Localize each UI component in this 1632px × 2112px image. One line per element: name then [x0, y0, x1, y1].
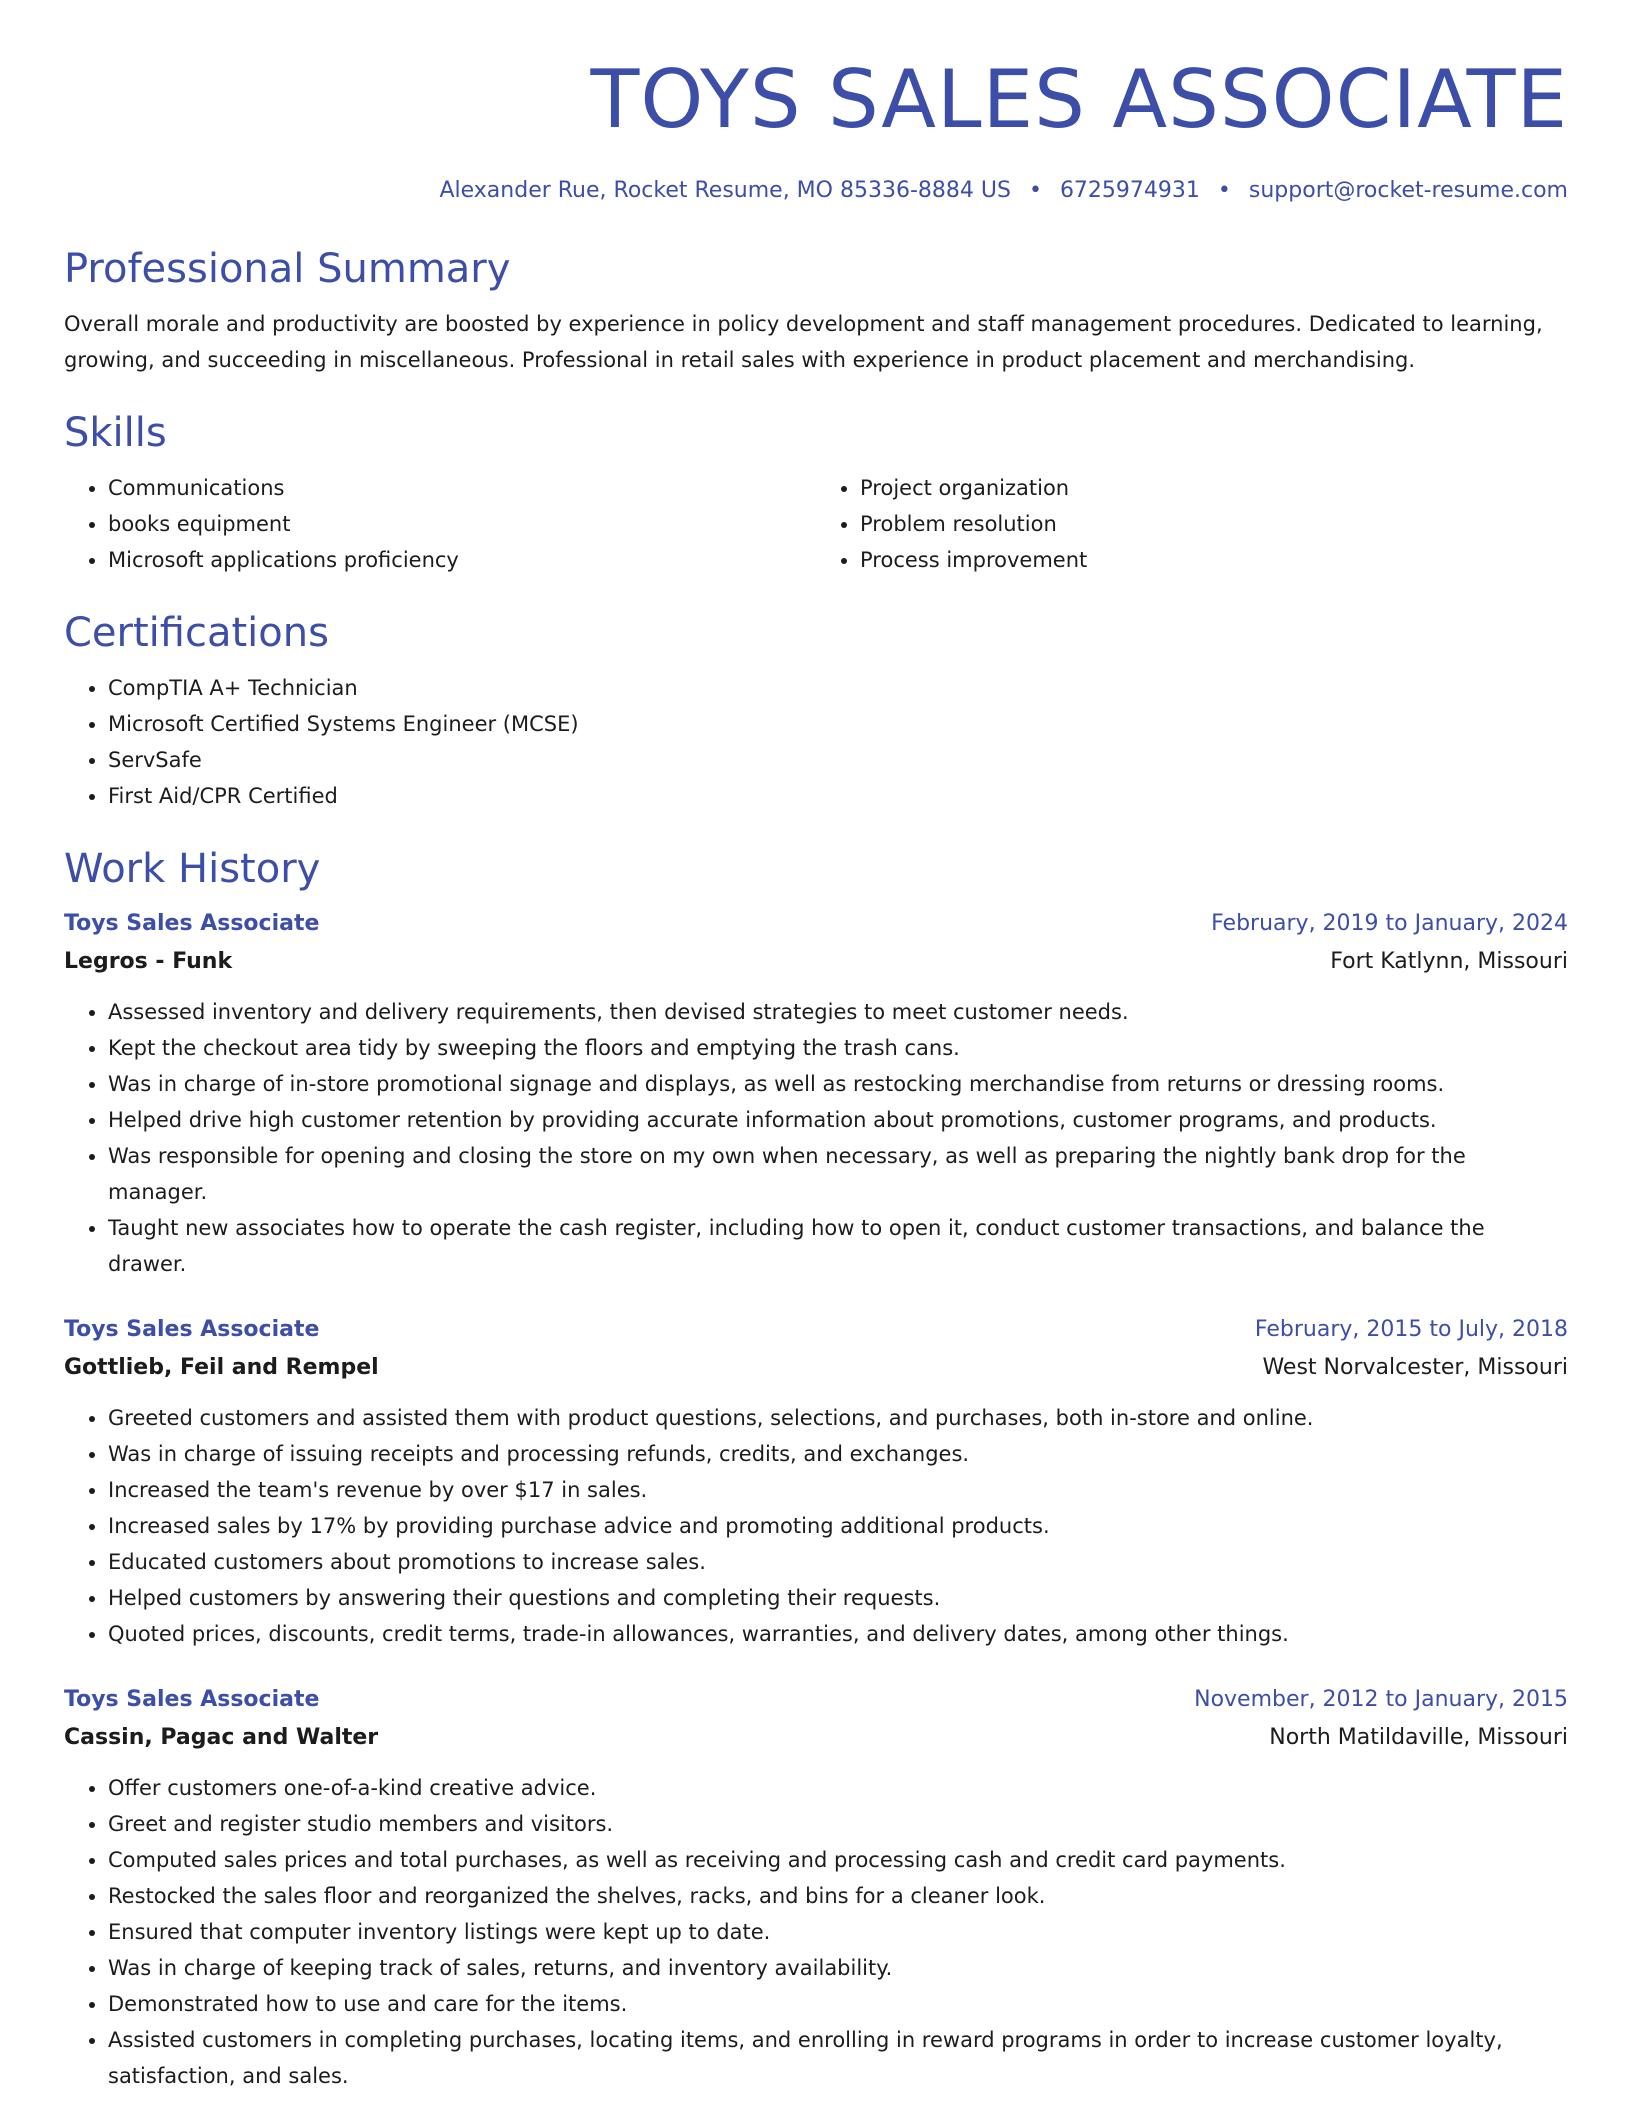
job-bullet: • Quoted prices, discounts, credit terms, trade-in allowances, warranties, and delivery dates, among other things.	[108, 1616, 1568, 1652]
job-subheader	[64, 1348, 1568, 1388]
skills-section	[64, 408, 1568, 578]
job-bullets	[64, 1770, 1568, 2094]
skill-item: • Process improvement	[860, 542, 1568, 578]
job-entry	[64, 1312, 1568, 1652]
contact-email[interactable]: support@rocket-resume.com	[1248, 178, 1568, 203]
job-title: Toys Sales Associate	[64, 1687, 320, 1712]
skill-item: • books equipment	[108, 506, 816, 542]
job-bullet: • Helped drive high customer retention by providing accurate information about promotions, customer programs, and products.	[108, 1102, 1568, 1138]
resume-title: TOYS SALES ASSOCIATE	[590, 53, 1568, 146]
skill-item: • Project organization	[860, 470, 1568, 506]
job-subheader	[64, 1718, 1568, 1758]
job-bullet: • Ensured that computer inventory listings were kept up to date.	[108, 1914, 1568, 1950]
skills-list-left	[64, 470, 816, 578]
skills-list-right	[816, 470, 1568, 578]
work-history-heading: Work History	[64, 846, 321, 892]
summary-heading: Professional Summary	[64, 246, 511, 292]
job-dates: February, 2015 to July, 2018	[1254, 1317, 1568, 1342]
certification-item: • First Aid/CPR Certified	[108, 778, 1568, 814]
summary-section	[64, 244, 1568, 378]
job-bullet: • Kept the checkout area tidy by sweeping the floors and emptying the trash cans.	[108, 1030, 1568, 1066]
job-title: Toys Sales Associate	[64, 1317, 320, 1342]
job-header	[64, 1312, 1568, 1348]
job-bullet: • Educated customers about promotions to increase sales.	[108, 1544, 1568, 1580]
job-company: Legros - Funk	[64, 949, 233, 974]
job-dates: February, 2019 to January, 2024	[1211, 911, 1568, 936]
skill-item: • Microsoft applications proficiency	[108, 542, 816, 578]
job-location: Fort Katlynn, Missouri	[1330, 949, 1568, 974]
job-title: Toys Sales Associate	[64, 911, 320, 936]
job-dates: November, 2012 to January, 2015	[1194, 1687, 1568, 1712]
contact-separator: •	[1028, 178, 1042, 203]
job-bullet: • Restocked the sales floor and reorganized the shelves, racks, and bins for a cleaner look.	[108, 1878, 1568, 1914]
job-bullet: • Greeted customers and assisted them with product questions, selections, and purchases, both in-store and online.	[108, 1400, 1568, 1436]
job-entry	[64, 906, 1568, 1282]
job-bullets	[64, 1400, 1568, 1652]
resume-page	[64, 52, 1568, 2094]
certification-item: • ServSafe	[108, 742, 1568, 778]
job-bullet: • Assisted customers in completing purchases, locating items, and enrolling in reward programs in order to increase customer loyalty, satisfaction, and sales.	[108, 2022, 1568, 2094]
job-bullet: • Taught new associates how to operate the cash register, including how to open it, conduct customer transactions, and balance the drawer.	[108, 1210, 1568, 1282]
contact-address: Alexander Rue, Rocket Resume, MO 85336-8884 US	[439, 178, 1011, 203]
job-subheader	[64, 942, 1568, 982]
certifications-list	[64, 670, 1568, 814]
job-company: Cassin, Pagac and Walter	[64, 1725, 379, 1750]
job-header	[64, 1682, 1568, 1718]
job-header	[64, 906, 1568, 942]
job-bullet: • Was in charge of in-store promotional signage and displays, as well as restocking merchandise from returns or dressing rooms.	[108, 1066, 1568, 1102]
skills-heading: Skills	[64, 410, 167, 456]
skill-item: • Problem resolution	[860, 506, 1568, 542]
job-bullet: • Computed sales prices and total purchases, as well as receiving and processing cash and credit card payments.	[108, 1842, 1568, 1878]
summary-text: Overall morale and productivity are boosted by experience in policy development and staff management procedures. Dedicated to learning, growing, and succeeding in miscellaneous. Professional in retail sales with experience in product placement and merchandising.	[64, 312, 1543, 372]
contact-phone: 6725974931	[1059, 178, 1200, 203]
job-bullet: • Helped customers by answering their questions and completing their requests.	[108, 1580, 1568, 1616]
job-bullet: • Assessed inventory and delivery requirements, then devised strategies to meet customer needs.	[108, 994, 1568, 1030]
certification-item: • CompTIA A+ Technician	[108, 670, 1568, 706]
certification-item: • Microsoft Certified Systems Engineer (MCSE)	[108, 706, 1568, 742]
skills-columns	[64, 470, 1568, 578]
job-company: Gottlieb, Feil and Rempel	[64, 1355, 379, 1380]
job-bullet: • Was in charge of issuing receipts and processing refunds, credits, and exchanges.	[108, 1436, 1568, 1472]
job-location: West Norvalcester, Missouri	[1262, 1355, 1568, 1380]
contact-line	[64, 176, 1568, 206]
job-bullet: • Increased sales by 17% by providing purchase advice and promoting additional products.	[108, 1508, 1568, 1544]
certifications-heading: Certifications	[64, 610, 329, 656]
work-history-section	[64, 844, 1568, 2094]
job-bullet: • Greet and register studio members and visitors.	[108, 1806, 1568, 1842]
job-bullet: • Was in charge of keeping track of sales, returns, and inventory availability.	[108, 1950, 1568, 1986]
contact-separator: •	[1217, 178, 1231, 203]
job-bullets	[64, 994, 1568, 1282]
job-bullet: • Offer customers one-of-a-kind creative advice.	[108, 1770, 1568, 1806]
job-location: North Matildaville, Missouri	[1269, 1725, 1568, 1750]
certifications-section	[64, 608, 1568, 814]
job-bullet: • Was responsible for opening and closing the store on my own when necessary, as well as preparing the nightly bank drop for the manager.	[108, 1138, 1568, 1210]
skill-item: • Communications	[108, 470, 816, 506]
job-bullet: • Demonstrated how to use and care for the items.	[108, 1986, 1568, 2022]
job-bullet: • Increased the team's revenue by over $17 in sales.	[108, 1472, 1568, 1508]
job-entry	[64, 1682, 1568, 2094]
